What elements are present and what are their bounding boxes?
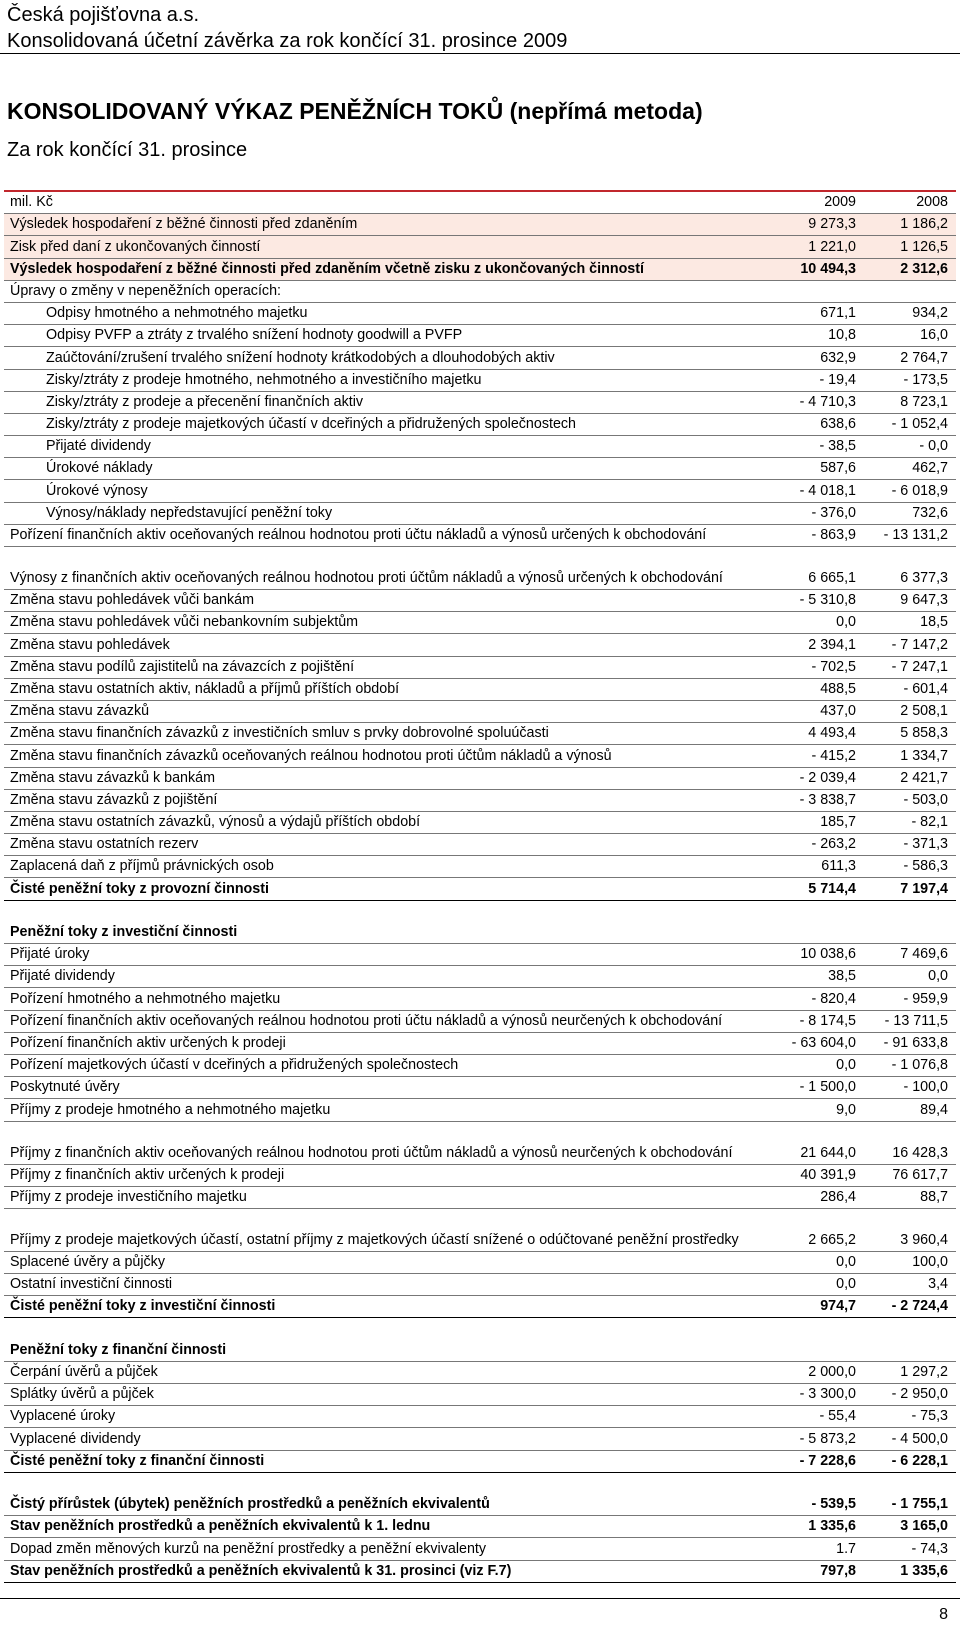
table-row [4,1561,956,1583]
value-2009 [772,1359,864,1361]
row-label: Vyplacené dividendy [10,1430,141,1447]
footer-rule [0,1598,960,1599]
value-2009: 40 391,9 [772,1166,864,1186]
value-2008: 1 297,2 [864,1363,956,1383]
table-row [4,834,956,856]
value-2008: 934,2 [864,304,956,324]
value-2008: 88,7 [864,1188,956,1208]
value-2009: - 4 018,1 [772,482,864,502]
table-row [4,812,956,834]
value-2009: - 2 039,4 [772,769,864,789]
table-row [4,1473,956,1494]
row-label: Čerpání úvěrů a půjček [10,1364,158,1380]
value-2008: - 586,3 [864,857,956,877]
page-title: KONSOLIDOVANÝ VÝKAZ PENĚŽNÍCH TOKŮ (nepřímá metoda) [7,98,703,124]
value-2008: - 1 076,8 [864,1056,956,1076]
row-label: Čisté peněžní toky z provozní činnosti [10,880,269,897]
table-row [4,1077,956,1099]
document-header [7,2,567,54]
value-2008: 3 960,4 [864,1231,956,1251]
row-label: Pořízení hmotného a nehmotného majetku [10,990,281,1007]
table-row [4,1033,956,1055]
table-row [4,1494,956,1516]
row-label: Výsledek hospodaření z běžné činnosti před zdaněním [10,216,358,233]
value-2009: 9 273,3 [772,215,864,235]
row-label: Výnosy/náklady nepředstavující peněžní toky [46,504,333,521]
value-2009: - 3 300,0 [772,1385,864,1405]
value-2008 [864,300,956,302]
value-2009: 797,8 [772,1562,864,1582]
table-row [4,303,956,325]
row-label: Vyplacené úroky [10,1408,116,1425]
value-2008 [864,1359,956,1361]
value-2008: 1 335,6 [864,1562,956,1582]
value-2008: - 7 247,1 [864,658,956,678]
value-2008: - 1 755,1 [864,1495,956,1515]
value-2009: 638,6 [772,415,864,435]
row-label: Čistý přírůstek (úbytek) peněžních prostředků a peněžních ekvivalentů [10,1496,490,1513]
value-2008: 16 428,3 [864,1144,956,1164]
table-row [4,370,956,392]
value-2008: 732,6 [864,504,956,524]
table-row [4,723,956,745]
row-label: Zisky/ztráty z prodeje majetkových účastí v dceřiných a přidružených společnostech [46,416,577,433]
row-label: Změna stavu ostatních rezerv [10,836,199,853]
value-2009: 38,5 [772,967,864,987]
value-2009: 10 038,6 [772,945,864,965]
value-2009: - 376,0 [772,504,864,524]
value-2008: 1 126,5 [864,238,956,258]
row-label: Výnosy z finančních aktiv oceňovaných reálnou hodnotou proti účtům nákladů a výnosů určených k obchodování [10,570,723,586]
value-2009: - 702,5 [772,658,864,678]
row-label: Změna stavu ostatních závazků, výnosů a výdajů příštích období [10,814,421,831]
value-2009: 0,0 [772,1253,864,1273]
table-row [4,856,956,878]
row-label: Úrokové náklady [46,460,153,477]
value-2009: - 263,2 [772,835,864,855]
value-2009: - 8 174,5 [772,1012,864,1032]
table-row [4,392,956,414]
table-row [4,679,956,701]
value-2009: - 820,4 [772,990,864,1010]
table-row [4,1122,956,1165]
table-row [4,1362,956,1384]
row-label: Pořízení finančních aktiv oceňovaných reálnou hodnotou proti účtu nákladů a výnosů neurčených k obchodování [10,1012,723,1029]
table-row [4,1318,956,1339]
value-2009: - 415,2 [772,747,864,767]
value-2009: 1 335,6 [772,1517,864,1537]
value-2009: 0,0 [772,1056,864,1076]
row-label: Příjmy z finančních aktiv určených k prodeji [10,1166,285,1183]
value-2008: - 13 711,5 [864,1012,956,1032]
value-2008: - 91 633,8 [864,1034,956,1054]
value-2009: 1 221,0 [772,238,864,258]
value-2009: - 63 604,0 [772,1034,864,1054]
row-label: Změna stavu závazků k bankám [10,769,216,786]
value-2008: - 82,1 [864,813,956,833]
value-2008: - 173,5 [864,371,956,391]
table-row [4,1165,956,1187]
value-2009: 671,1 [772,304,864,324]
row-label: Odpisy hmotného a nehmotného majetku [46,305,308,322]
row-label: Zisk před daní z ukončovaných činností [10,238,261,255]
table-row [4,1209,956,1252]
row-label: Přijaté dividendy [10,968,115,985]
row-label: Změna stavu pohledávek vůči bankám [10,592,254,609]
value-2009: 6 665,1 [772,569,864,589]
value-2008: 2 421,7 [864,769,956,789]
value-2009: 10,8 [772,326,864,346]
value-2008: - 13 131,2 [864,526,956,546]
page-number: 8 [939,1606,948,1623]
unit-label: mil. Kč [10,194,53,211]
table-row [4,414,956,436]
value-2009: 437,0 [772,702,864,722]
value-2009: - 5 873,2 [772,1430,864,1450]
table-header-row [4,190,956,214]
value-2008: 76 617,7 [864,1166,956,1186]
row-label: Splátky úvěrů a půjček [10,1386,154,1403]
row-label: Stav peněžních prostředků a peněžních ekvivalentů k 1. lednu [10,1518,431,1535]
row-label: Zisky/ztráty z prodeje hmotného, nehmotného a investičního majetku [46,371,482,388]
table-row [4,281,956,303]
value-2008: - 100,0 [864,1078,956,1098]
value-2009: 21 644,0 [772,1144,864,1164]
row-label: Zaplacená daň z příjmů právnických osob [10,858,274,875]
table-row [4,922,956,944]
value-2009: 10 494,3 [772,260,864,280]
table-row [4,1538,956,1560]
row-label: Peněžní toky z investiční činnosti [10,924,238,940]
value-2008: 89,4 [864,1101,956,1121]
row-label: Přijaté dividendy [46,438,151,455]
table-row [4,325,956,347]
value-2008: 7 469,6 [864,945,956,965]
table-row [4,1296,956,1318]
table-row [4,436,956,458]
value-2008: 100,0 [864,1253,956,1273]
value-2008: 1 186,2 [864,215,956,235]
value-2009: 974,7 [772,1297,864,1317]
header-rule [0,53,960,54]
row-label: Úrokové výnosy [46,482,148,499]
value-2008: 1 334,7 [864,747,956,767]
row-label: Dopad změn měnových kurzů na peněžní prostředky a peněžní ekvivalenty [10,1540,487,1557]
table-row [4,480,956,502]
row-label: Ostatní investiční činnosti [10,1276,173,1293]
value-2009: - 38,5 [772,437,864,457]
row-label: Poskytnuté úvěry [10,1079,120,1096]
value-2009: - 539,5 [772,1495,864,1515]
value-2008: - 74,3 [864,1540,956,1560]
report-name: Konsolidovaná účetní závěrka za rok končící 31. prosince 2009 [7,30,568,52]
table-row [4,701,956,723]
value-2009: 611,3 [772,857,864,877]
page-subtitle: Za rok končící 31. prosince [7,139,248,161]
table-row [4,790,956,812]
value-2008: 7 197,4 [864,880,956,900]
value-2008: 3 165,0 [864,1517,956,1537]
value-2008: - 7 147,2 [864,636,956,656]
table-row [4,1055,956,1077]
table-row [4,878,956,900]
table-row [4,590,956,612]
table-row [4,547,956,590]
row-label: Pořízení finančních aktiv určených k prodeji [10,1034,286,1051]
table-row [4,1187,956,1209]
value-2009: - 19,4 [772,371,864,391]
value-2009: 0,0 [772,613,864,633]
table-row [4,966,956,988]
row-label: Příjmy z finančních aktiv oceňovaných reálnou hodnotou proti účtům nákladů a výnosů neurčených k obchodování [10,1144,733,1161]
value-2009: - 1 500,0 [772,1078,864,1098]
table-row [4,525,956,547]
value-2008: - 0,0 [864,437,956,457]
table-row [4,347,956,369]
table-row [4,503,956,525]
table-row [4,612,956,634]
value-2008: - 2 724,4 [864,1297,956,1317]
table-row [4,745,956,767]
value-2009: 2 665,2 [772,1231,864,1251]
table-row [4,1340,956,1362]
col-header-2008: 2008 [864,193,956,213]
value-2008: 3,4 [864,1275,956,1295]
row-label: Změna stavu pohledávek vůči nebankovním subjektům [10,614,359,631]
value-2009 [772,941,864,943]
table-row [4,214,956,236]
row-label: Zaúčtování/zrušení trvalého snížení hodnoty krátkodobých a dlouhodobých aktiv [46,349,555,366]
table-row [4,1406,956,1428]
table-row [4,1384,956,1406]
value-2008: 8 723,1 [864,393,956,413]
value-2008: - 2 950,0 [864,1385,956,1405]
value-2009: - 4 710,3 [772,393,864,413]
row-label: Splacené úvěry a půjčky [10,1254,165,1271]
table-row [4,657,956,679]
value-2009: 4 493,4 [772,724,864,744]
value-2008: - 503,0 [864,791,956,811]
value-2008: 2 312,6 [864,260,956,280]
row-label: Čisté peněžní toky z finanční činnosti [10,1452,265,1469]
value-2009: 587,6 [772,459,864,479]
cash-flow-table [4,190,956,1583]
value-2008: - 6 228,1 [864,1452,956,1472]
table-row [4,944,956,966]
value-2009: 0,0 [772,1275,864,1295]
value-2009: - 5 310,8 [772,591,864,611]
value-2008: 2 508,1 [864,702,956,722]
value-2008: - 4 500,0 [864,1430,956,1450]
value-2008: 462,7 [864,459,956,479]
row-label: Zisky/ztráty z prodeje a přecenění finančních aktiv [46,393,364,410]
row-label: Pořízení majetkových účastí v dceřiných a přidružených společnostech [10,1057,459,1074]
value-2008: 6 377,3 [864,569,956,589]
table-row [4,1428,956,1450]
value-2008: - 601,4 [864,680,956,700]
value-2008 [864,941,956,943]
row-label: Příjmy z prodeje hmotného a nehmotného majetku [10,1101,331,1118]
value-2009: 185,7 [772,813,864,833]
value-2008: 16,0 [864,326,956,346]
company-name: Česká pojišťovna a.s. [7,4,200,26]
table-row [4,901,956,922]
table-row [4,1011,956,1033]
value-2008: - 6 018,9 [864,482,956,502]
value-2008: 0,0 [864,967,956,987]
value-2009: - 7 228,6 [772,1452,864,1472]
value-2009: 632,9 [772,349,864,369]
table-row [4,458,956,480]
value-2009: - 3 838,7 [772,791,864,811]
value-2009: 2 000,0 [772,1363,864,1383]
value-2009 [772,300,864,302]
row-label: Změna stavu podílů zajistitelů na závazcích z pojištění [10,658,355,675]
value-2009: 5 714,4 [772,880,864,900]
value-2008: 2 764,7 [864,349,956,369]
row-label: Úpravy o změny v nepeněžních operacích: [10,282,281,299]
value-2008: 9 647,3 [864,591,956,611]
row-label: Příjmy z prodeje investičního majetku [10,1188,247,1205]
row-label: Změna stavu finančních závazků z investičních smluv s prvky dobrovolné spoluúčasti [10,725,549,742]
value-2008: - 959,9 [864,990,956,1010]
row-label: Výsledek hospodaření z běžné činnosti před zdaněním včetně zisku z ukončovaných činností [10,260,644,277]
table-row [4,1099,956,1121]
row-label: Pořízení finančních aktiv oceňovaných reálnou hodnotou proti účtu nákladů a výnosů určených k obchodování [10,527,707,543]
value-2009: 9,0 [772,1101,864,1121]
value-2009: - 55,4 [772,1407,864,1427]
value-2008: - 371,3 [864,835,956,855]
row-label: Změna stavu ostatních aktiv, nákladů a příjmů příštích období [10,680,400,697]
table-row [4,768,956,790]
value-2008: 18,5 [864,613,956,633]
table-row [4,1451,956,1473]
value-2009: 488,5 [772,680,864,700]
table-row [4,1516,956,1538]
row-label: Změna stavu závazků [10,703,150,720]
table-row [4,236,956,258]
value-2009: 1.7 [772,1540,864,1560]
row-label: Změna stavu pohledávek [10,636,170,653]
row-label: Přijaté úroky [10,946,90,963]
table-row [4,1252,956,1274]
row-label: Změna stavu závazků z pojištění [10,791,218,808]
row-label: Peněžní toky z finanční činnosti [10,1341,227,1358]
row-label: Stav peněžních prostředků a peněžních ekvivalentů k 31. prosinci (viz F.7) [10,1562,512,1579]
value-2009: 2 394,1 [772,636,864,656]
value-2008: 5 858,3 [864,724,956,744]
value-2009: - 863,9 [772,526,864,546]
table-row [4,634,956,656]
value-2008: - 1 052,4 [864,415,956,435]
col-header-2009: 2009 [772,193,864,213]
value-2008: - 75,3 [864,1407,956,1427]
row-label: Odpisy PVFP a ztráty z trvalého snížení hodnoty goodwill a PVFP [46,327,463,344]
table-row [4,1274,956,1296]
row-label: Příjmy z prodeje majetkových účastí, ostatní příjmy z majetkových účastí snížené o odúčtované peněžní prostředky [10,1231,739,1248]
row-label: Změna stavu finančních závazků oceňovaných reálnou hodnotou proti účtům nákladů a výnosů [10,747,612,764]
value-2009: 286,4 [772,1188,864,1208]
table-row [4,259,956,281]
row-label: Čisté peněžní toky z investiční činnosti [10,1298,276,1315]
table-row [4,988,956,1010]
